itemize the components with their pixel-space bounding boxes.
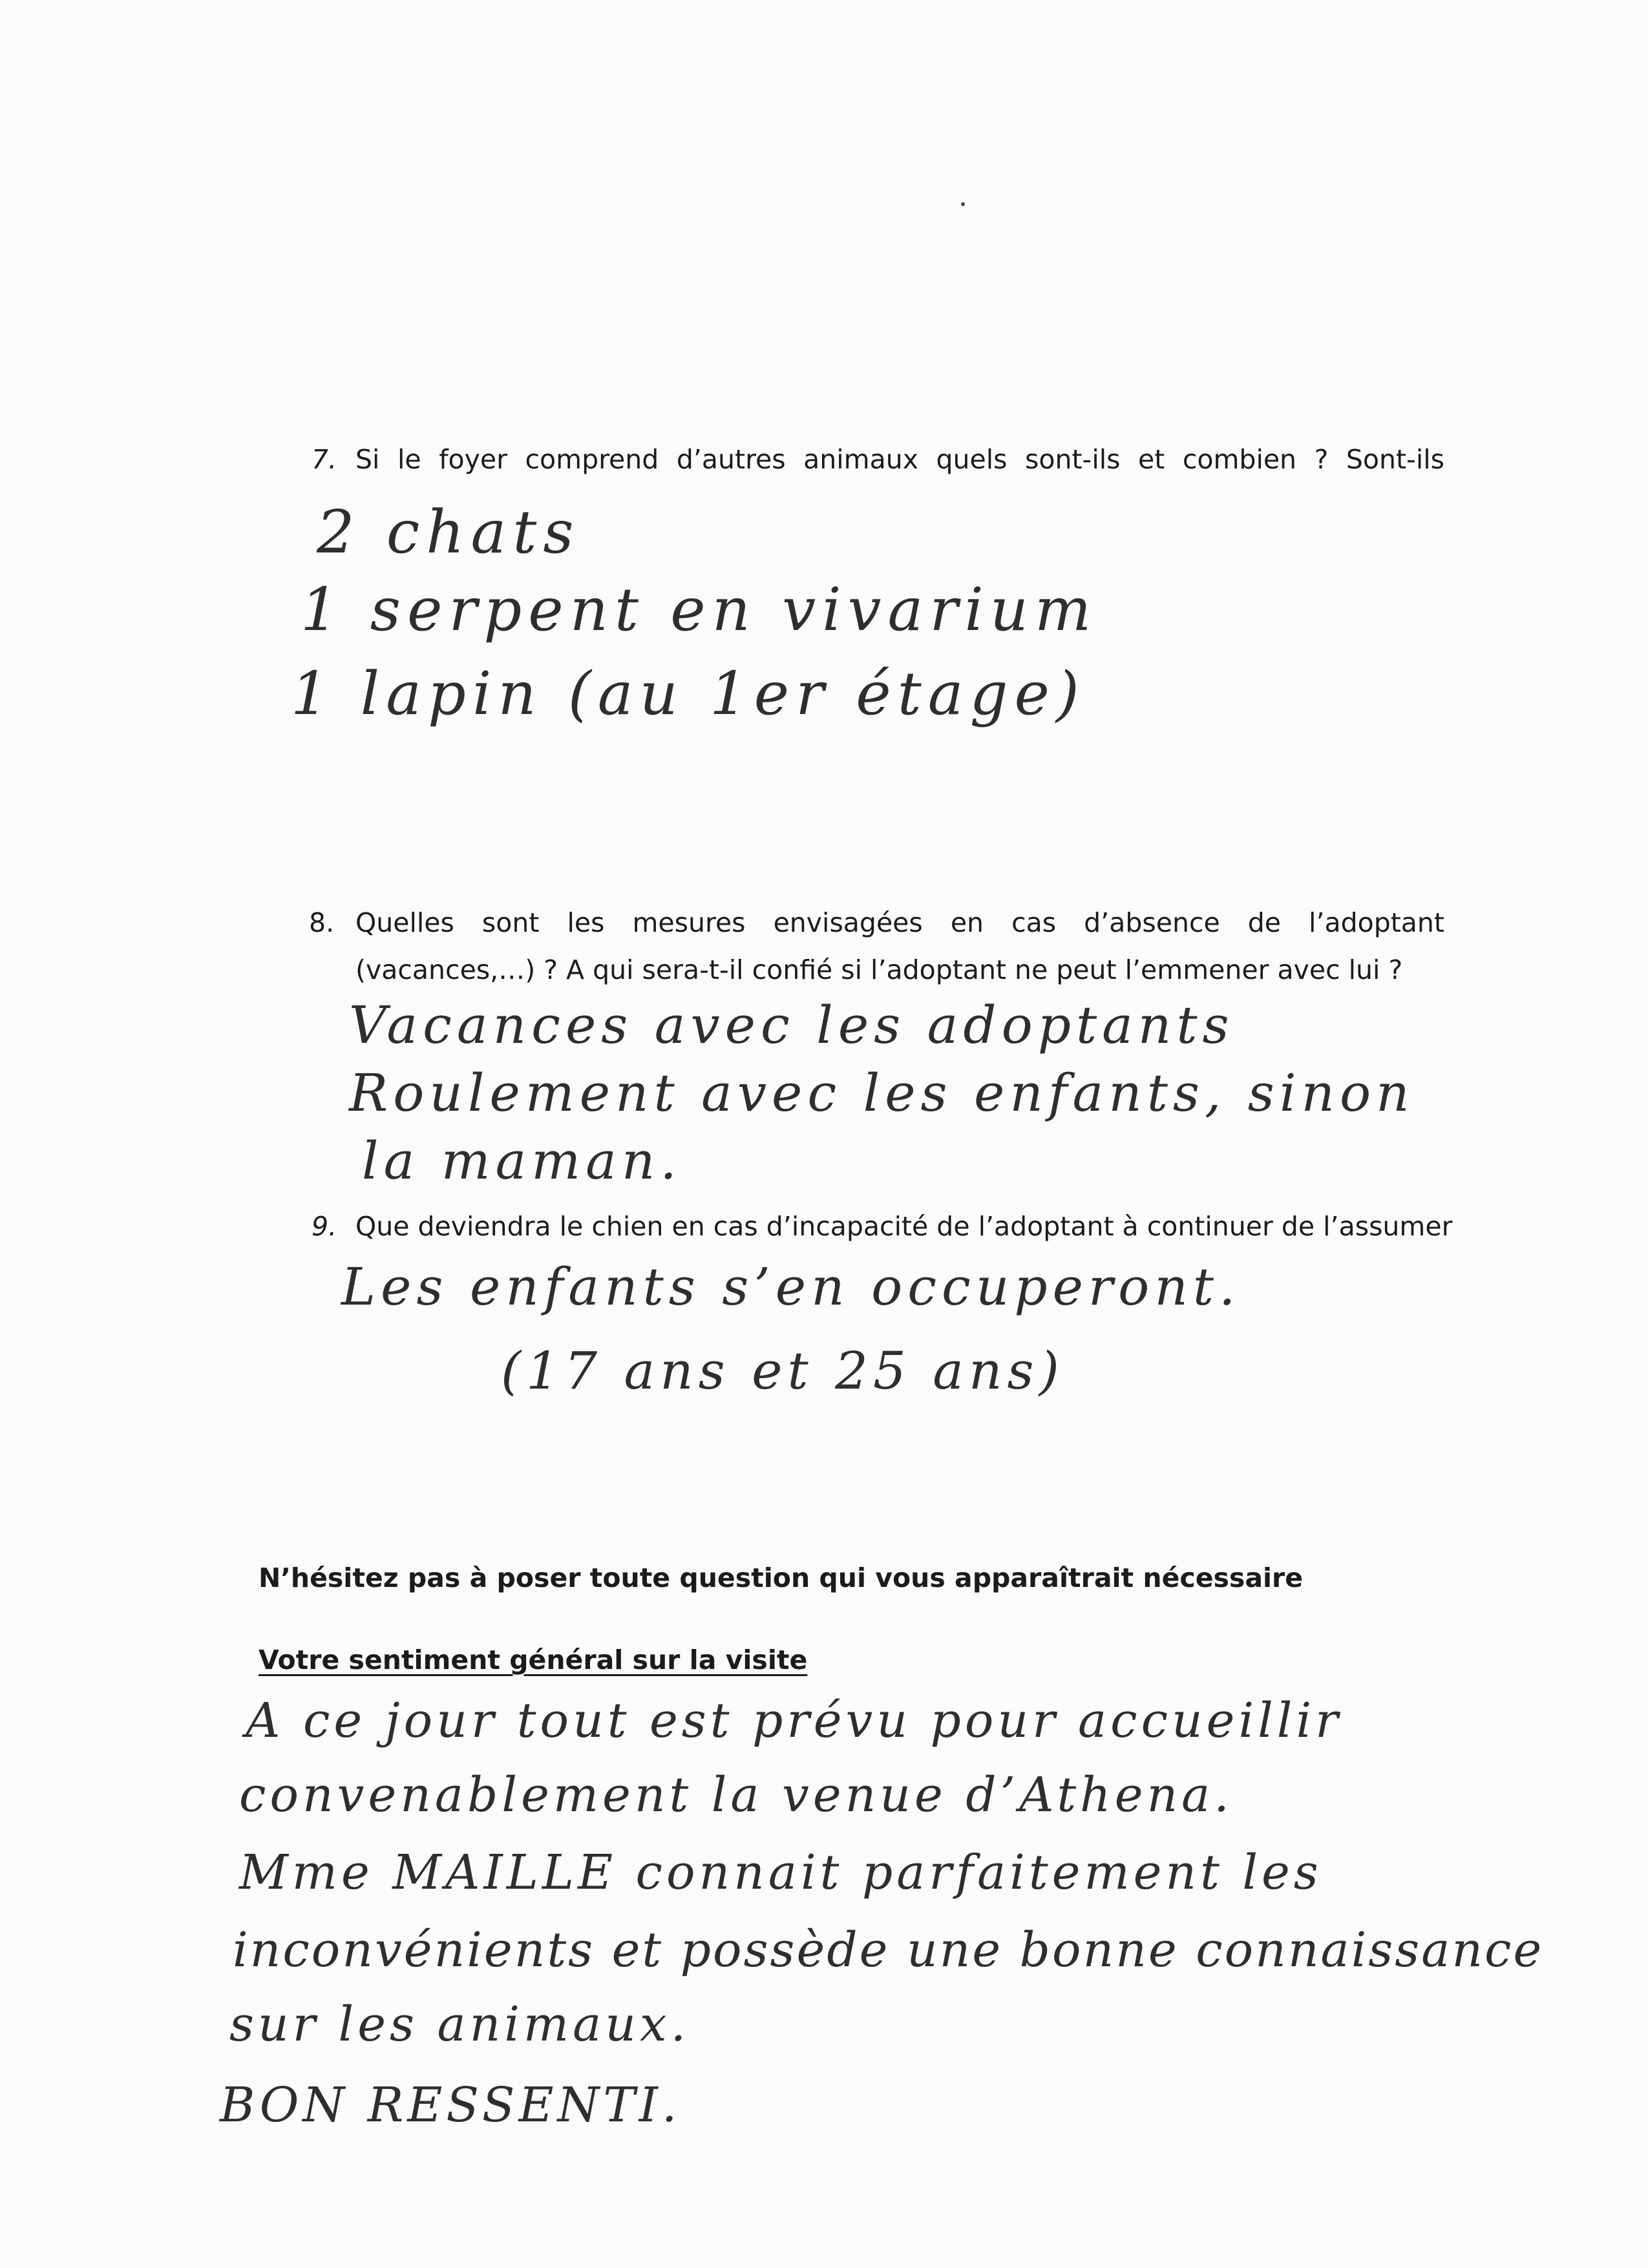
answer-7-line-3: 1 lapin (au 1er étage) (291, 659, 1086, 728)
sentiment-line-1: A ce jour tout est prévu pour accueillir (246, 1693, 1342, 1748)
question-9-number: 9. (312, 1211, 337, 1242)
note-text: N’hésitez pas à poser toute question qui vous apparaîtrait nécessaire (259, 1562, 1304, 1593)
answer-8-line-2: Roulement avec les enfants, sinon (349, 1063, 1415, 1123)
sentiment-line-4: inconvénients et possède une bonne connaissance (233, 1922, 1544, 1978)
answer-9-line-1: Les enfants s’en occuperont. (341, 1257, 1241, 1317)
answer-9-line-2: (17 ans et 25 ans) (501, 1341, 1064, 1401)
sentiment-line-6: BON RESSENTI. (220, 2077, 681, 2133)
question-8-number: 8. (309, 907, 335, 938)
answer-7-line-2: 1 serpent en vivarium (301, 575, 1098, 644)
sentiment-line-5: sur les animaux. (229, 1997, 690, 2052)
answer-8-line-3: la maman. (362, 1131, 682, 1191)
question-7-text: Si le foyer comprend d’autres animaux quels sont-ils et combien ? Sont-ils (355, 444, 1444, 475)
question-9-text: Que deviendra le chien en cas d’incapacité de l’adoptant à continuer de l’assumer (355, 1211, 1453, 1242)
question-7-number: 7. (312, 444, 337, 475)
sentiment-line-3: Mme MAILLE connait parfaitement les (239, 1845, 1322, 1900)
sentiment-heading: Votre sentiment général sur la visite (259, 1644, 808, 1675)
stray-mark (961, 202, 965, 206)
question-8-text-line-1: Quelles sont les mesures envisagées en cas d’absence de l’adoptant (355, 907, 1444, 938)
question-8-text-line-2: (vacances,…) ? A qui sera-t-il confié si l’adoptant ne peut l’emmener avec lui ? (355, 954, 1403, 985)
answer-7-line-1: 2 chats (317, 498, 580, 567)
sentiment-line-2: convenablement la venue d’Athena. (239, 1767, 1233, 1823)
answer-8-line-1: Vacances avec les adoptants (349, 995, 1234, 1055)
